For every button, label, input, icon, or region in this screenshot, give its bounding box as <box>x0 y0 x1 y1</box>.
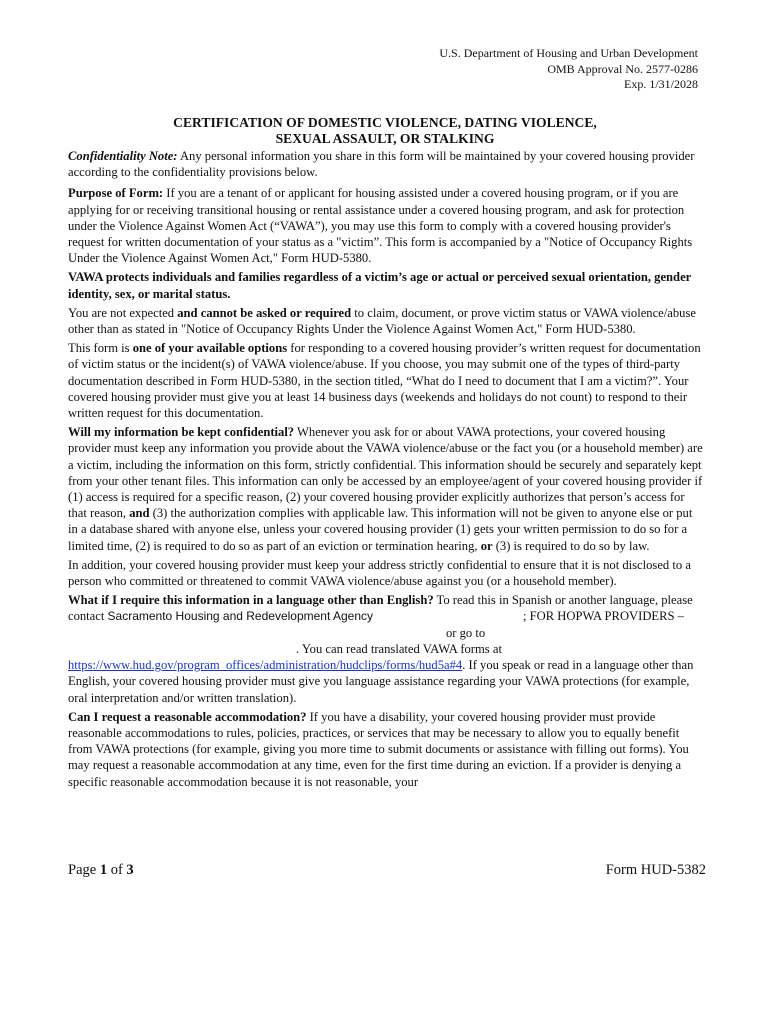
not-expected-text-2: to claim, document, or prove victim status or VAWA violence/abuse other than as stated in "Notice of Occupancy Rights Under the Violence Against Women Act," Form HUD-5380. <box>68 305 696 337</box>
page-header <box>439 46 698 93</box>
not-expected-paragraph <box>68 305 704 337</box>
language-text-3: or go to <box>446 625 486 640</box>
accommodation-text: If you have a disability, your covered housing provider must provide reasonable accommodations to rules, policies, practices, or services that may be necessary to allow you to equally benefit from VAWA protections (for example, giving you more time to submit documents or assistance with filling out forms). You may request a reasonable accommodation at any time, even for the first time during an eviction. If a provider is denying a specific reasonable accommodation because it is not reasonable, your <box>68 709 689 789</box>
confidential-text-2: (3) the authorization complies with applicable law. This information will not be given to anyone else or put in a database shared with anyone else, unless your covered housing provider (1) gets your written permission to do so for a limited time, (2) is required to do so as part of an eviction or termination hearing, <box>68 506 693 553</box>
confidentiality-label: Confidentiality Note: <box>68 149 178 163</box>
options-paragraph <box>68 340 704 421</box>
address-paragraph: In addition, your covered housing provider must keep your address strictly confidential to ensure that it is not disclosed to a person who committed or threatened to commit VAWA violence/abuse against you (or a household member). <box>68 557 691 589</box>
language-text-4: . You can read translated VAWA forms at <box>296 641 502 656</box>
confidential-and: and <box>129 506 150 521</box>
confidential-or: or <box>480 538 493 553</box>
not-expected-text-1: You are not expected <box>68 305 178 320</box>
page-footer <box>68 862 706 879</box>
confidentiality-text: Any personal information you share in this form will be maintained by your covered housing provider according to the confidentiality provisions below. <box>68 149 695 180</box>
title-line-1: CERTIFICATION OF DOMESTIC VIOLENCE, DATING VIOLENCE, <box>173 115 597 130</box>
language-text-5: . If you speak or read in a language other than English, your covered housing provider must give you language assistance regarding your VAWA protections (for example, oral interpretation and/or written translation). <box>68 658 694 705</box>
language-text-1: To read this in Spanish or another language, please contact <box>68 593 693 624</box>
agency-contact: Sacramento Housing and Redevelopment Agency <box>107 609 374 624</box>
language-paragraph <box>68 592 704 705</box>
page-current: 1 <box>99 862 108 878</box>
page-number <box>68 862 134 879</box>
accommodation-paragraph <box>68 709 704 790</box>
not-expected-bold: and cannot be asked or required <box>177 305 352 320</box>
options-text-2: for responding to a covered housing provider’s written request for documentation of victim status or the incident(s) of VAWA violence/abuse. If you choose, you may submit one of the types of third-party documentation described in Form HUD-5380, in the section titled, “What do I need to document that I am a victim?”. Your covered housing provider must give you at least 14 business days (weekends and holidays do not count) to respond to their written request for this documentation. <box>68 341 701 421</box>
page-label: Page <box>68 862 100 878</box>
agency-name: U.S. Department of Housing and Urban Development <box>439 46 698 60</box>
expiry-date: Exp. 1/31/2028 <box>624 77 698 91</box>
language-label: What if I require this information in a language other than English? <box>68 593 434 608</box>
confidential-text-3: (3) is required to do so by law. <box>492 538 650 553</box>
confidentiality-note <box>68 148 704 180</box>
accommodation-label: Can I request a reasonable accommodation? <box>68 709 307 724</box>
confidential-paragraph <box>68 424 704 554</box>
page-total: 3 <box>126 862 134 878</box>
form-number: Form HUD-5382 <box>605 862 706 878</box>
confidential-label: Will my information be kept confidential? <box>68 425 295 440</box>
form-title <box>0 115 770 147</box>
page-of: of <box>107 862 127 878</box>
confidential-text-1: Whenever you ask for or about VAWA protections, your covered housing provider must keep any information you provide about the VAWA violence/abuse or the fact you (or a household member) are a victim, including the information on this form, strictly confidential. This information should be securely and separately kept from your other tenant files. This information can only be accessed by an employee/agent of your covered housing provider if (1) access is required for a specific reason, (2) your covered housing provider explicitly authorizes that person’s access for that reason, <box>68 425 703 521</box>
purpose-paragraph <box>68 185 704 266</box>
options-text-1: This form is <box>68 341 133 356</box>
hud-forms-link[interactable]: https://www.hud.gov/program_offices/administration/hudclips/forms/hud5a#4 <box>68 658 463 673</box>
purpose-text: If you are a tenant of or applicant for housing assisted under a covered housing program, or if you are applying for or receiving transitional housing or rental assistance under a covered housing program, and ask for protection under the Violence Against Women Act (“VAWA”), you may use this form to comply with a covered housing provider's request for written documentation of your status as a "victim”. This form is accompanied by a "Notice of Occupancy Rights Under the Violence Against Women Act," Form HUD-5380. <box>68 186 693 266</box>
vawa-protects-paragraph <box>68 269 704 301</box>
purpose-label: Purpose of Form: <box>68 186 164 201</box>
title-line-2: SEXUAL ASSAULT, OR STALKING <box>275 131 495 146</box>
form-body <box>68 148 704 793</box>
language-text-2: ; FOR HOPWA PROVIDERS – <box>523 609 684 624</box>
options-bold: one of your available options <box>132 341 288 356</box>
omb-approval: OMB Approval No. 2577-0286 <box>547 61 698 76</box>
vawa-protects-text: VAWA protects individuals and families regardless of a victim’s age or actual or perceived sexual orientation, gender identity, sex, or marital status. <box>68 270 692 301</box>
